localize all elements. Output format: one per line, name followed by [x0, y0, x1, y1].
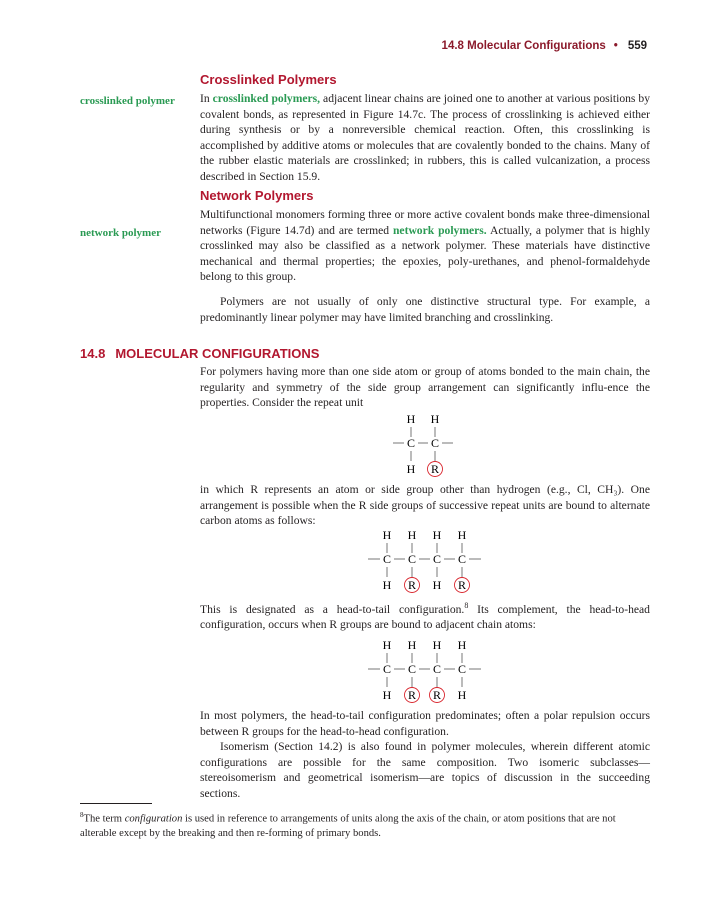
ht-top-h2: H	[407, 528, 417, 542]
hh-bottom-r2: R	[432, 688, 442, 702]
ht-bottom-h2: H	[432, 578, 442, 592]
network-text-pre: Multifunctional monomers forming three or more active covalent bonds make three-dimensional networks (Figure 14.7d) and are termed	[200, 208, 650, 237]
section-paragraph-5: Isomerism (Section 14.2) is also found in polymer molecules, wherein different atomic configurations are possible for the same composition. Two isomeric subclasses—stereoisomerism and geometrical isomerism—are topics of discussion in the succeeding sections.	[200, 740, 650, 800]
ht-bottom-r1: R	[407, 578, 417, 592]
hh-carbon-1: C	[382, 662, 392, 676]
crosslinked-term: crosslinked polymers,	[212, 92, 321, 105]
ht-top-h1: H	[382, 528, 392, 542]
section-heading	[80, 346, 319, 361]
hh-top-h3: H	[432, 638, 442, 652]
ht-top-h4: H	[457, 528, 467, 542]
hh-top-h1: H	[382, 638, 392, 652]
ht-top-row	[383, 528, 467, 542]
network-paragraph	[200, 207, 650, 285]
head-to-head-diagram	[360, 636, 500, 708]
unit-top-h2: H	[430, 412, 440, 426]
section-title: MOLECULAR CONFIGURATIONS	[115, 346, 320, 361]
unit-top-h1: H	[406, 412, 416, 426]
closing-paragraph: Polymers are not usually of only one distinctive structural type. For example, a predominantly linear polymer may have limited branching and crosslinking.	[200, 295, 650, 324]
footnote	[80, 808, 640, 841]
network-text-post: Actually, a polymer that is highly crosslinked may also be classified as a network polymer. These materials have distinctive mechanical and thermal properties; the epoxies, poly-urethanes, and phenol-formaldehyde belong to this group.	[200, 223, 650, 283]
margin-term-network: network polymer	[80, 227, 161, 239]
footnote-rule	[80, 803, 152, 804]
para3-pre: This is designated as a head-to-tail configuration.	[200, 602, 465, 616]
network-term: network polymers.	[392, 223, 487, 237]
header-section-title: 14.8 Molecular Configurations	[441, 40, 606, 52]
ht-top-h3: H	[432, 528, 442, 542]
unit-carbon-1: C	[406, 436, 416, 450]
head-to-tail-diagram	[360, 526, 500, 598]
section-paragraph-2: in which R represents an atom or side group other than hydrogen (e.g., Cl, CH₃). One arrangement is possible when the R side groups of successive repeat units are bound to alternate carbon atoms as follows:	[200, 483, 650, 527]
hh-bottom-h1: H	[382, 688, 392, 702]
hh-carbon-2: C	[407, 662, 417, 676]
ht-bottom-r2: R	[457, 578, 467, 592]
header-separator: •	[613, 40, 618, 52]
network-heading: Network Polymers	[200, 188, 314, 203]
hh-top-h2: H	[407, 638, 417, 652]
running-header	[442, 40, 647, 52]
para3-post: Its complement, the head-to-head configuration, occurs when R groups are bound to adjacent chain atoms:	[200, 602, 650, 632]
ht-carbon-1: C	[382, 552, 392, 566]
page-number: 559	[627, 40, 647, 52]
ht-carbon-4: C	[457, 552, 467, 566]
margin-term-crosslinked: crosslinked polymer	[80, 95, 175, 107]
hh-carbon-4: C	[457, 662, 467, 676]
footnote-post: is used in reference to arrangements of units along the axis of the chain, or atom positions that are not alterable except by the breaking and then re-forming of primary bonds.	[80, 813, 616, 839]
hh-top-h4: H	[457, 638, 467, 652]
crosslinked-text-pre: In	[200, 92, 213, 105]
unit-bottom-r: R	[430, 462, 440, 476]
hh-bottom-h2: H	[457, 688, 467, 702]
ht-carbon-3: C	[432, 552, 442, 566]
hh-carbon-3: C	[432, 662, 442, 676]
hh-bottom-r1: R	[407, 688, 417, 702]
footnote-mark: 8	[80, 811, 84, 819]
repeat-unit-diagram	[380, 410, 470, 482]
section-paragraph-1: For polymers having more than one side atom or group of atoms bonded to the main chain, the regularity and symmetry of the side group arrangement can significantly influ-ence the properties. Consider the repeat unit	[200, 365, 650, 409]
unit-bottom-h: H	[406, 462, 416, 476]
footnote-pre: The term	[83, 813, 125, 825]
section-number: 14.8	[80, 346, 106, 361]
footnote-em: configuration	[124, 813, 183, 825]
footnote-ref[interactable]: 8	[464, 601, 469, 610]
ht-bottom-h1: H	[382, 578, 392, 592]
crosslinked-paragraph	[200, 91, 650, 184]
crosslinked-text-post: adjacent linear chains are joined one to another at various positions by covalent bonds, as represented in Figure 14.7c. The process of crosslinking is achieved either during synthesis or by a nonreversible chemical reaction. Often, this crosslinking is accomplished by additive atoms or molecules that are covalently bonded to the chains. Many of the rubber elastic materials are crosslinked; in rubbers, this is called vulcanization, a process described in Section 15.9.	[200, 92, 651, 183]
section-paragraph-3	[200, 598, 650, 633]
crosslinked-heading: Crosslinked Polymers	[200, 72, 337, 87]
unit-carbon-2: C	[430, 436, 440, 450]
section-paragraph-4: In most polymers, the head-to-tail configuration predominates; often a polar repulsion occurs between R groups for the head-to-head configuration.	[200, 709, 650, 738]
ht-carbon-2: C	[407, 552, 417, 566]
